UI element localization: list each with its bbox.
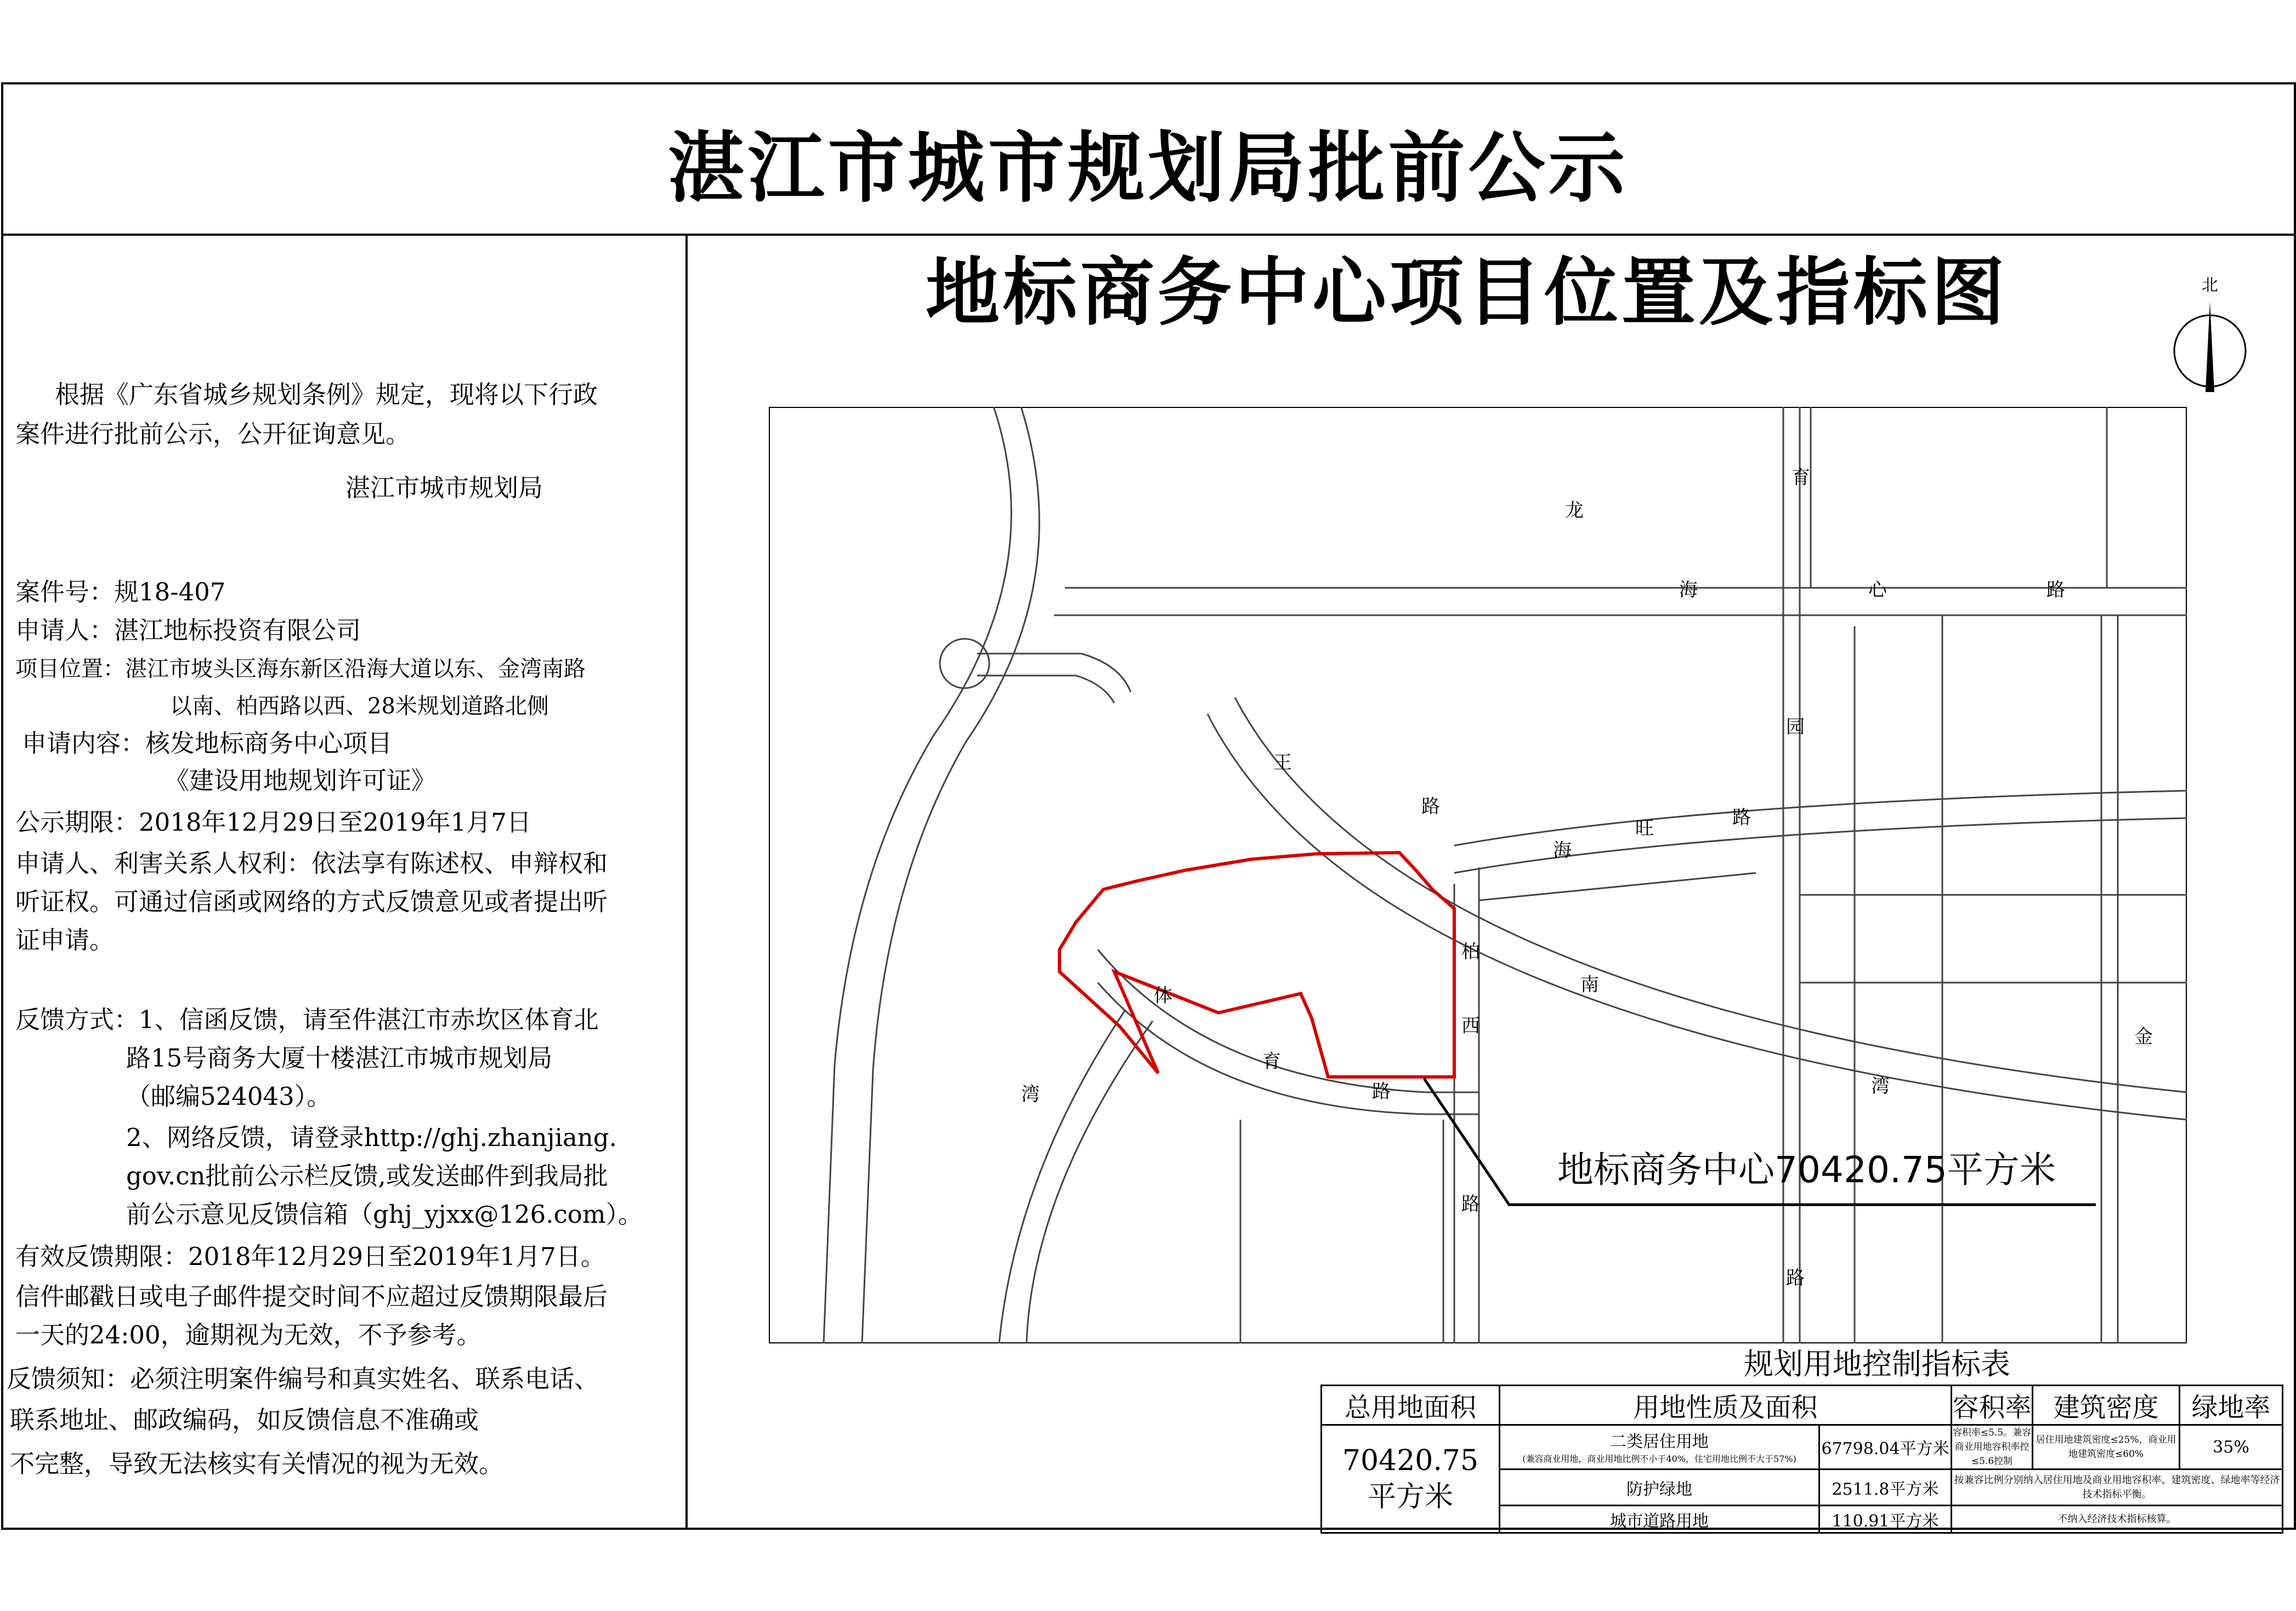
page-title: 湛江市城市规划局批前公示 [667,123,1629,213]
feedback-5: gov.cn批前公示栏反馈,或发送邮件到我局批 [126,1161,608,1190]
road-label: 路 [1786,1267,1805,1289]
land-use-note: (兼容商业用地，商业用地比例不小于40%，住宅用地比例不大于57%) [1522,1454,1796,1464]
road-label: 育 [1792,467,1810,489]
site-area-callout: 地标商务中心70420.75平方米 [1557,1149,2056,1191]
row-note: 按兼容比例分别纳入居住用地及商业用地容积率、建筑密度、绿地率等经济技术指标平衡。 [1952,1470,2283,1506]
valid-period-2: 信件邮戳日或电子邮件提交时间不应超过反馈期限最后 [15,1282,608,1311]
total-area-value: 70420.75 [1342,1444,1479,1477]
north-label: 北 [2202,276,2218,295]
road-label: 王 [1273,752,1292,774]
feedback-4: 2、网络反馈，请登录http://ghj.zhanjiang. [126,1123,617,1152]
density-value: 居住用地建筑密度≤25%，商业用地建筑密度≤60% [2033,1425,2180,1470]
road-label: 路 [1421,796,1440,818]
project-location-1: 项目位置：湛江市坡头区海东新区沿海大道以东、金湾南路 [15,656,586,682]
map-title: 地标商务中心项目位置及指标图 [926,248,2008,336]
road-label: 心 [1868,579,1887,601]
feedback-note-2: 联系地址、邮政编码，如反馈信息不准确或 [10,1405,479,1434]
total-area-cell [1322,1425,1500,1533]
header-total-area: 总用地面积 [1322,1386,1500,1425]
application-content-2: 《建设用地规划许可证》 [165,766,436,795]
land-use-cell [1500,1425,1819,1470]
road-label: 体 [1154,985,1172,1007]
land-use-name: 二类居住用地 [1610,1432,1709,1451]
rights-3: 证申请。 [15,926,115,955]
applicant: 申请人：湛江地标投资有限公司 [15,616,361,645]
road-label: 路 [1461,1193,1480,1215]
land-control-table [1320,1385,2283,1534]
road-label: 育 [1262,1051,1281,1073]
road-label: 柏 [1461,941,1480,963]
land-use-name: 城市道路用地 [1500,1506,1819,1533]
case-number: 案件号：规18-407 [15,577,226,606]
rights-2: 听证权。可通过信函或网络的方式反馈意见或者提出听 [15,887,608,916]
feedback-6: 前公示意见反馈信箱（ghj_yjxx@126.com）。 [126,1200,643,1229]
feedback-note-1: 反馈须知：必须注明案件编号和真实姓名、联系电话、 [7,1364,599,1393]
road-label: 龙 [1565,500,1584,521]
project-location-2: 以南、柏西路以西、28米规划道路北侧 [170,694,549,719]
road-label: 湾 [1871,1075,1890,1097]
green-ratio-value: 35% [2180,1425,2283,1470]
notice-period: 公示期限：2018年12月29日至2019年1月7日 [15,808,531,837]
road-label: 路 [2046,579,2065,601]
valid-period-3: 一天的24:00，逾期视为无效，不予参考。 [15,1320,481,1349]
header-land-use: 用地性质及面积 [1500,1386,1952,1425]
road-label: 园 [1786,716,1805,738]
road-label: 金 [2134,1026,2153,1048]
feedback-1: 反馈方式：1、信函反馈，请至件湛江市赤坎区体育北 [15,1005,599,1034]
header-green-ratio: 绿地率 [2180,1386,2283,1425]
road-label: 路 [1372,1081,1391,1103]
valid-period-1: 有效反馈期限：2018年12月29日至2019年1月7日。 [15,1242,605,1271]
land-use-area: 110.91平方米 [1819,1506,1952,1533]
road-label: 路 [1732,807,1751,829]
feedback-2: 路15号商务大厦十楼湛江市城市规划局 [126,1043,553,1073]
road-label: 西 [1461,1015,1480,1037]
notice-intro-2: 案件进行批前公示，公开征询意见。 [15,419,411,449]
road-label: 南 [1580,974,1599,996]
application-content-1: 申请内容：核发地标商务中心项目 [22,729,393,758]
land-use-name: 防护绿地 [1500,1470,1819,1506]
total-area-unit: 平方米 [1367,1480,1453,1513]
header-density: 建筑密度 [2033,1386,2180,1425]
road-label: 海 [1679,579,1698,601]
control-table-title: 规划用地控制指标表 [1744,1347,2010,1381]
land-use-area: 67798.04平方米 [1819,1425,1952,1470]
rights-1: 申请人、利害关系人权利：依法享有陈述权、申辩权和 [15,849,608,878]
notice-org: 湛江市城市规划局 [345,473,543,502]
road-label: 旺 [1635,818,1654,839]
header-far: 容积率 [1952,1386,2033,1425]
far-value: 容积率≤5.5。兼容商业用地容积率控≤5.6控制 [1952,1425,2033,1470]
road-label: 海 [1553,839,1572,861]
site-map [769,407,2187,1343]
row-note: 不纳入经济技术指标核算。 [1952,1506,2283,1533]
land-use-area: 2511.8平方米 [1819,1470,1952,1506]
feedback-3: （邮编524043）。 [126,1082,332,1111]
road-label: 湾 [1021,1084,1040,1105]
feedback-note-3: 不完整，导致无法核实有关情况的视为无效。 [10,1449,504,1478]
notice-intro-1: 根据《广东省城乡规划条例》规定，现将以下行政 [55,380,598,409]
north-arrow-icon [2172,269,2248,400]
